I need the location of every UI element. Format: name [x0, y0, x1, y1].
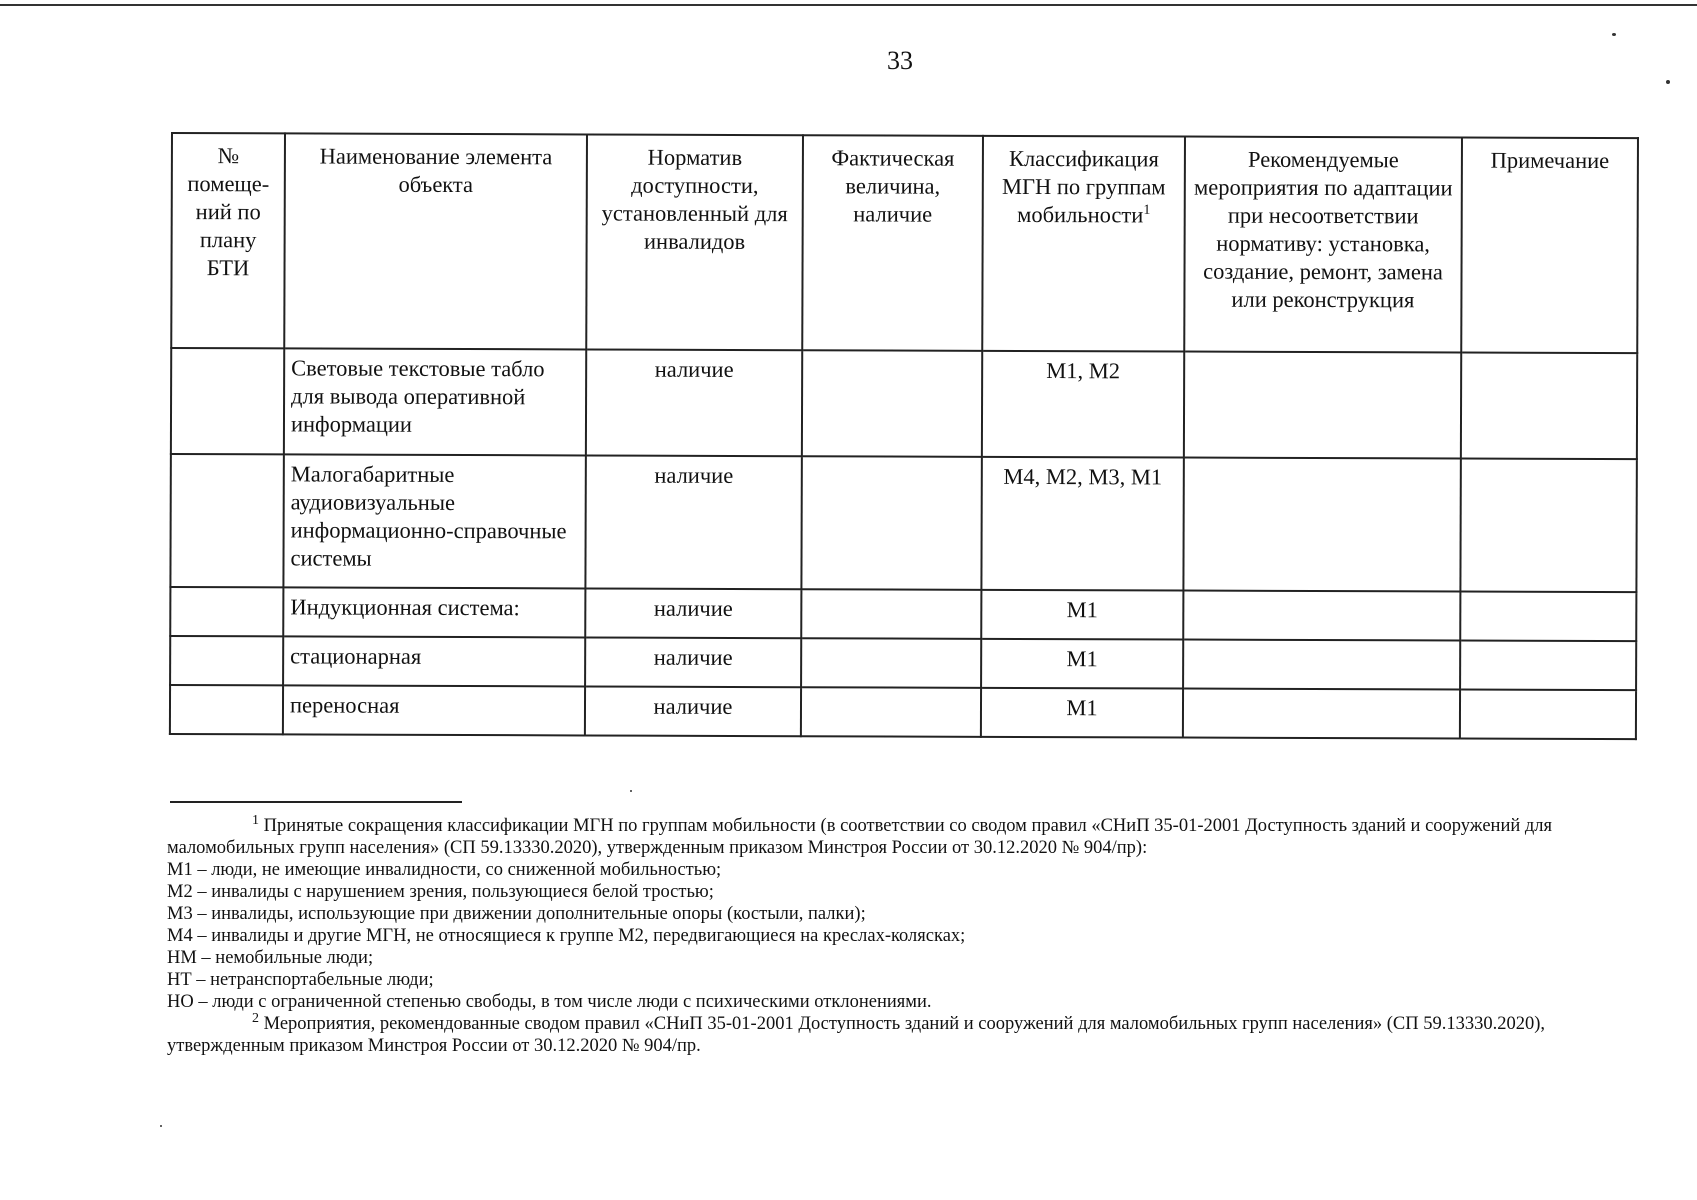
table-row — [170, 454, 1636, 592]
footnote-line: НО – люди с ограниченной степенью свободы, в том числе люди с психическими отклонениями. — [167, 992, 932, 1012]
cell-element-name: стационарная — [283, 636, 585, 686]
table-row — [170, 636, 1636, 690]
footnote-line: М2 – инвалиды с нарушением зрения, пользующиеся белой тростью; — [167, 882, 714, 902]
accessibility-table — [169, 132, 1639, 740]
cell-norm: наличие — [585, 455, 801, 589]
footnote-line: НТ – нетранспортабельные люди; — [167, 970, 434, 990]
scan-speck — [160, 1125, 162, 1127]
header-element-name: Наименование элемента объекта — [284, 133, 587, 349]
cell-norm: наличие — [585, 637, 801, 687]
cell-room-number — [170, 685, 283, 734]
cell-element-name: переносная — [283, 685, 585, 735]
cell-element-name: Малогабаритные аудиовизуальные информационно-справочные системы — [283, 454, 585, 588]
footnote-line: М4 – инвалиды и другие МГН, не относящиеся к группе М2, передвигающиеся на креслах-колясках; — [167, 926, 966, 946]
footnote-separator — [170, 801, 462, 803]
cell-note — [1460, 641, 1636, 691]
cell-mgn: М1 — [981, 590, 1183, 640]
header-note: Примечание — [1461, 138, 1638, 354]
cell-room-number — [170, 454, 283, 587]
footnote-1: $^1$ Принятые сокращения классификации МГН по группам мобильности (в соответствии со сводом правил «СНиП 35-01-2001 Доступность зданий и сооружений для маломобильных групп населения» (СП 59.13330.2020), утвержденным приказом Минстроя России от 30.12.2020 № 904/пр): — [167, 812, 1553, 858]
scan-speck — [630, 790, 632, 792]
header-actual-value: Фактическая величина, наличие — [802, 135, 983, 351]
cell-actual — [801, 456, 981, 590]
footnote-line: М3 – инвалиды, использующие при движении дополнительные опоры (костыли, палки); — [167, 904, 866, 924]
footnote-ref-1: 1 — [1143, 202, 1151, 218]
cell-note — [1460, 592, 1636, 642]
header-room-number: № помеще-ний по плану БТИ — [171, 133, 285, 348]
top-border-line — [0, 4, 1697, 6]
cell-actual — [801, 638, 981, 688]
header-recommended-measures: Рекомендуемые мероприятия по адаптации при несоответствии нормативу: установка, создание, ремонт, замена или реконструкция — [1184, 137, 1462, 353]
cell-measures — [1183, 458, 1460, 592]
cell-room-number — [170, 587, 283, 636]
footnotes — [167, 812, 1637, 1057]
cell-note — [1460, 690, 1636, 740]
cell-mgn: М1, М2 — [982, 351, 1184, 458]
cell-actual — [801, 589, 981, 639]
scan-speck — [1666, 80, 1670, 84]
footnote-2: $^2$ Мероприятия, рекомендованные сводом правил «СНиП 35-01-2001 Доступность зданий и сооружений для маломобильных групп населения» (СП 59.13330.2020), утвержденным приказом Минстроя России от 30.12.2020 № 904/пр. — [167, 1010, 1546, 1056]
cell-mgn: М1 — [981, 688, 1183, 738]
cell-element-name: Индукционная система: — [283, 587, 585, 637]
footnote-mark: 2 — [252, 1010, 259, 1026]
footnote-mark: 1 — [252, 812, 259, 828]
cell-note — [1460, 459, 1636, 593]
cell-mgn: М1 — [981, 639, 1183, 689]
cell-actual — [802, 350, 982, 457]
table-row — [171, 348, 1637, 459]
cell-norm: наличие — [585, 588, 801, 638]
page-number: 33 — [887, 46, 913, 75]
footnote-line: М1 – люди, не имеющие инвалидности, со сниженной мобильностью; — [167, 860, 722, 880]
cell-measures — [1183, 689, 1460, 739]
table-row — [170, 685, 1636, 739]
cell-measures — [1183, 640, 1460, 690]
cell-measures — [1184, 352, 1461, 459]
cell-measures — [1183, 591, 1460, 641]
cell-norm: наличие — [586, 349, 802, 456]
table-row — [170, 587, 1636, 641]
accessibility-table-wrapper — [169, 132, 1637, 740]
cell-element-name: Световые текстовые табло для вывода оперативной информации — [284, 348, 586, 455]
cell-room-number — [170, 636, 283, 685]
header-accessibility-norm: Норматив доступности, установленный для инвалидов — [586, 134, 803, 350]
cell-actual — [801, 687, 981, 737]
scan-speck — [1612, 33, 1616, 36]
header-mgn-classification: Классификация МГН по группам мобильности$^1$ — [982, 136, 1185, 352]
cell-mgn: М4, М2, М3, М1 — [981, 457, 1183, 591]
cell-room-number — [171, 348, 284, 454]
footnote-line: НМ – немобильные люди; — [167, 948, 374, 968]
cell-norm: наличие — [585, 686, 801, 736]
cell-note — [1461, 353, 1637, 460]
table-header-row — [171, 133, 1638, 353]
